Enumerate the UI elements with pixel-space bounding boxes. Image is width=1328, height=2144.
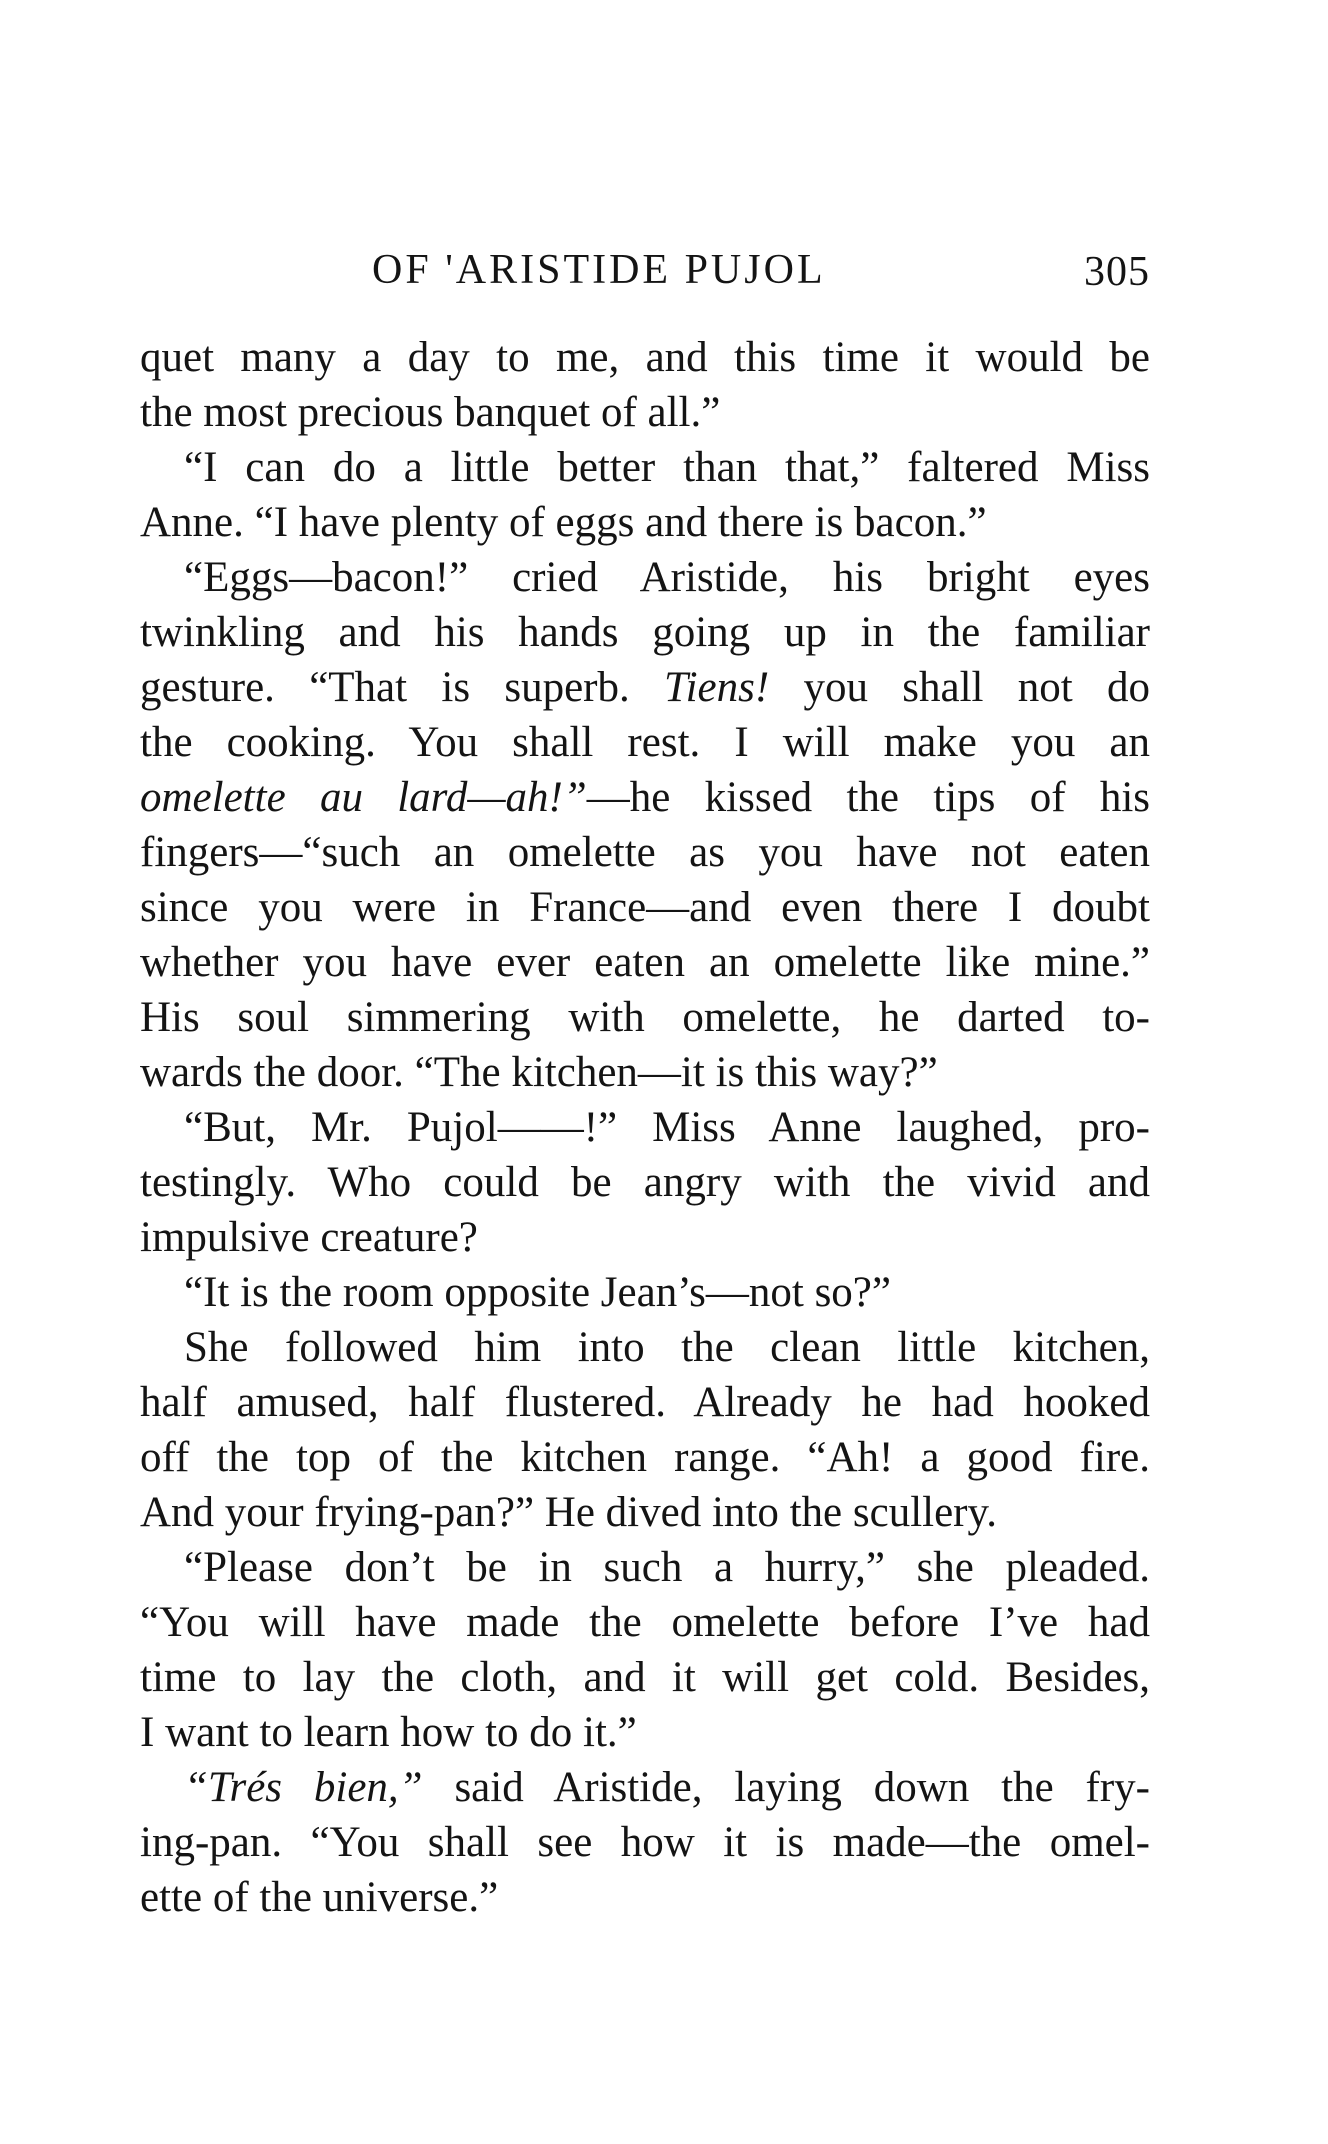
text-run: “You will have made the omelette before I’ve had bbox=[140, 1599, 1150, 1646]
text-run: quet many a day to me, and this time it would be bbox=[140, 334, 1150, 381]
text-run: off the top of the kitchen range. “Ah! a good fire. bbox=[140, 1434, 1150, 1481]
text-run: ette of the universe.” bbox=[140, 1874, 499, 1921]
text-run: wards the door. “The kitchen—it is this way?” bbox=[140, 1049, 938, 1096]
text-line bbox=[140, 825, 1150, 880]
text-run: the cooking. You shall rest. I will make you an bbox=[140, 719, 1150, 766]
text-line bbox=[140, 880, 1150, 935]
text-line bbox=[140, 1210, 1150, 1265]
text-line bbox=[140, 1815, 1150, 1870]
text-line bbox=[140, 1760, 1150, 1815]
running-head bbox=[140, 240, 1150, 300]
text-line bbox=[140, 330, 1150, 385]
text-run: “Eggs—bacon!” cried Aristide, his bright eyes bbox=[184, 554, 1150, 601]
text-line bbox=[140, 440, 1150, 495]
text-run: time to lay the cloth, and it will get cold. Besides, bbox=[140, 1654, 1150, 1701]
text-line bbox=[140, 495, 1150, 550]
text-run: gesture. “That is superb. bbox=[140, 664, 665, 711]
page-number: 305 bbox=[1084, 249, 1150, 295]
text-line bbox=[140, 1100, 1150, 1155]
text-run: fingers—“such an omelette as you have not eaten bbox=[140, 829, 1150, 876]
text-line bbox=[140, 385, 1150, 440]
text-run: “But, Mr. Pujol——!” Miss Anne laughed, pro- bbox=[184, 1104, 1150, 1151]
text-line bbox=[140, 1320, 1150, 1375]
text-line bbox=[140, 1870, 1150, 1925]
text-line bbox=[140, 935, 1150, 990]
text-line bbox=[140, 1430, 1150, 1485]
running-title: OF 'ARISTIDE PUJOL bbox=[372, 247, 826, 293]
text-run: I want to learn how to do it.” bbox=[140, 1709, 637, 1756]
italic-text: Tiens! bbox=[664, 664, 770, 711]
text-line bbox=[140, 1265, 1150, 1320]
text-run: whether you have ever eaten an omelette like mine.” bbox=[140, 939, 1150, 986]
text-run: twinkling and his hands going up in the familiar bbox=[140, 609, 1150, 656]
text-line bbox=[140, 1595, 1150, 1650]
text-line bbox=[140, 1375, 1150, 1430]
text-line bbox=[140, 1650, 1150, 1705]
text-line bbox=[140, 1540, 1150, 1595]
text-run: since you were in France—and even there I doubt bbox=[140, 884, 1150, 931]
text-line bbox=[140, 1705, 1150, 1760]
text-line bbox=[140, 660, 1150, 715]
text-line bbox=[140, 605, 1150, 660]
text-run: said Aristide, laying down the fry- bbox=[422, 1764, 1150, 1811]
text-run: “It is the room opposite Jean’s—not so?” bbox=[184, 1269, 891, 1316]
text-run: Anne. “I have plenty of eggs and there is bacon.” bbox=[140, 499, 987, 546]
text-run: —he kissed the tips of his bbox=[586, 774, 1151, 821]
text-run: “Please don’t be in such a hurry,” she pleaded. bbox=[184, 1544, 1150, 1591]
text-line bbox=[140, 1045, 1150, 1100]
text-line bbox=[140, 715, 1150, 770]
body-text bbox=[140, 330, 1150, 1925]
text-run: ing-pan. “You shall see how it is made—the omel- bbox=[140, 1819, 1150, 1866]
text-line bbox=[140, 1155, 1150, 1210]
text-line bbox=[140, 990, 1150, 1045]
text-run: And your frying-pan?” He dived into the scullery. bbox=[140, 1489, 997, 1536]
text-line bbox=[140, 1485, 1150, 1540]
italic-text: omelette au lard—ah!” bbox=[140, 774, 587, 821]
text-run: She followed him into the clean little kitchen, bbox=[184, 1324, 1150, 1371]
text-run: you shall not do bbox=[769, 664, 1150, 711]
italic-text: “Trés bien,” bbox=[184, 1764, 423, 1811]
text-run: impulsive creature? bbox=[140, 1214, 478, 1261]
text-run: His soul simmering with omelette, he darted to- bbox=[140, 994, 1150, 1041]
text-line bbox=[140, 550, 1150, 605]
text-line bbox=[140, 770, 1150, 825]
text-run: half amused, half flustered. Already he had hooked bbox=[140, 1379, 1150, 1426]
text-run: the most precious banquet of all.” bbox=[140, 389, 721, 436]
text-run: testingly. Who could be angry with the vivid and bbox=[140, 1159, 1150, 1206]
text-run: “I can do a little better than that,” faltered Miss bbox=[184, 444, 1150, 491]
